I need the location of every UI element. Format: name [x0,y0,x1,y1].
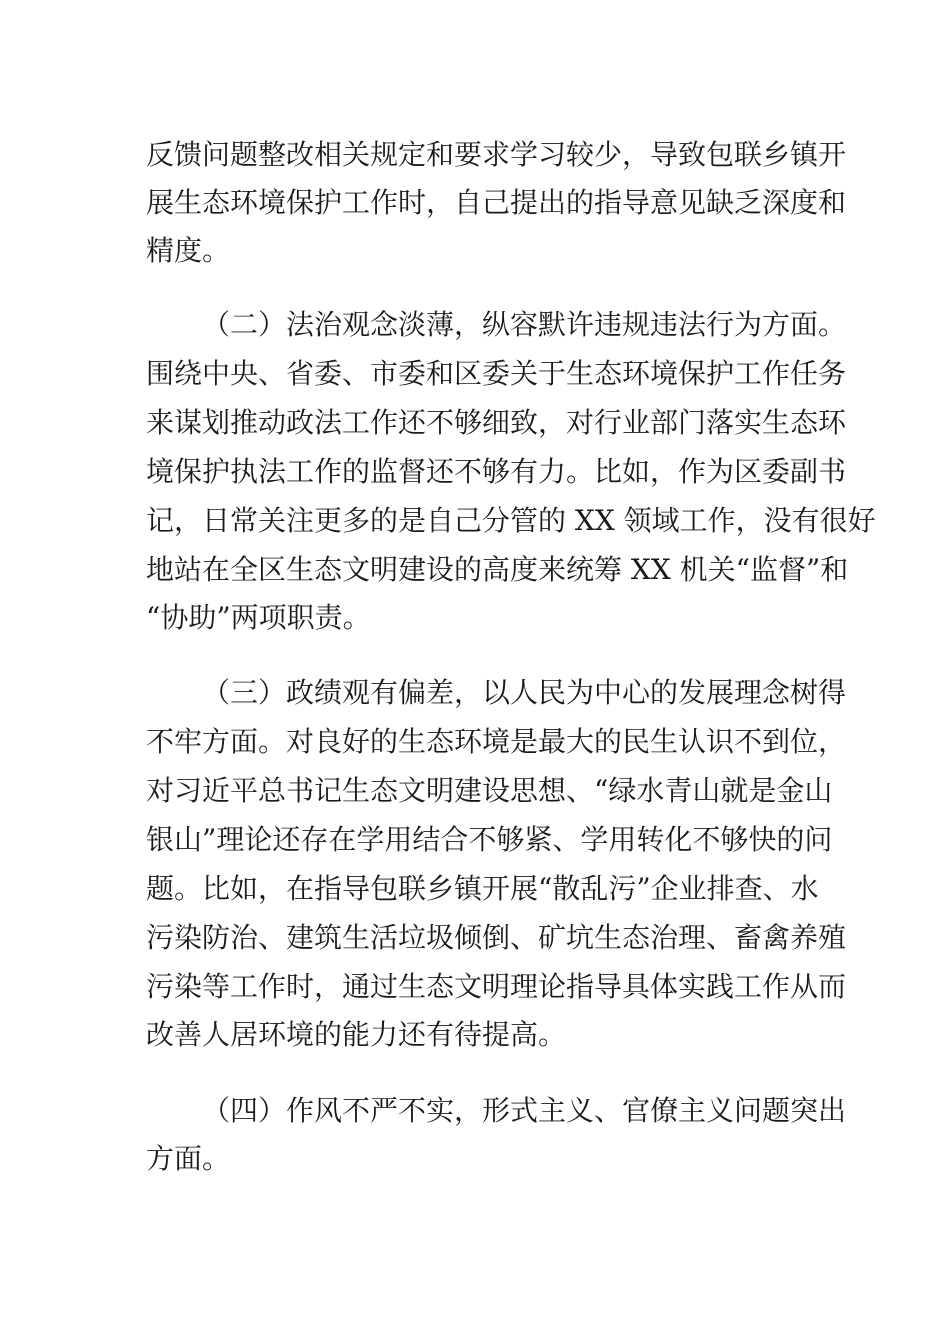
paragraph-2-line-5: 记，日常关注更多的是自己分管的 XX 领域工作，没有很好 [146,504,876,537]
paragraph-2-line-7: “协助”两项职责。 [146,601,371,634]
paragraph-4-line-1: （四）作风不严不实，形式主义、官僚主义问题突出 [202,1094,847,1127]
paragraph-2-line-2: 围绕中央、省委、市委和区委关于生态环境保护工作任务 [146,357,847,390]
paragraph-2-line-4: 境保护执法工作的监督还不够有力。比如，作为区委副书 [146,455,847,488]
paragraph-3-line-5: 题。比如，在指导包联乡镇开展“散乱污”企业排查、水 [146,872,819,905]
paragraph-3-line-7: 污染等工作时，通过生态文明理论指导具体实践工作从而 [146,970,847,1003]
paragraph-3-line-8: 改善人居环境的能力还有待提高。 [146,1018,567,1051]
paragraph-1-line-2: 展生态环境保护工作时，自己提出的指导意见缺乏深度和 [146,186,847,219]
paragraph-3-line-2: 不牢方面。对良好的生态环境是最大的民生认识不到位， [146,725,847,758]
paragraph-1-line-1: 反馈问题整改相关规定和要求学习较少，导致包联乡镇开 [146,138,847,171]
paragraph-2-line-6: 地站在全区生态文明建设的高度来统筹 XX 机关“监督”和 [146,553,849,586]
paragraph-2-line-1: （二）法治观念淡薄，纵容默许违规违法行为方面。 [202,308,847,341]
paragraph-1-line-3: 精度。 [146,234,231,267]
paragraph-3-line-6: 污染防治、建筑生活垃圾倾倒、矿坑生态治理、畜禽养殖 [146,921,847,954]
paragraph-3-line-3: 对习近平总书记生态文明建设思想、“绿水青山就是金山 [146,774,833,807]
paragraph-2-line-3: 来谋划推动政法工作还不够细致，对行业部门落实生态环 [146,406,847,439]
paragraph-3-line-1: （三）政绩观有偏差，以人民为中心的发展理念树得 [202,676,847,709]
paragraph-3-line-4: 银山”理论还存在学用结合不够紧、学用转化不够快的问 [146,823,833,856]
paragraph-4-line-2: 方面。 [146,1142,231,1175]
